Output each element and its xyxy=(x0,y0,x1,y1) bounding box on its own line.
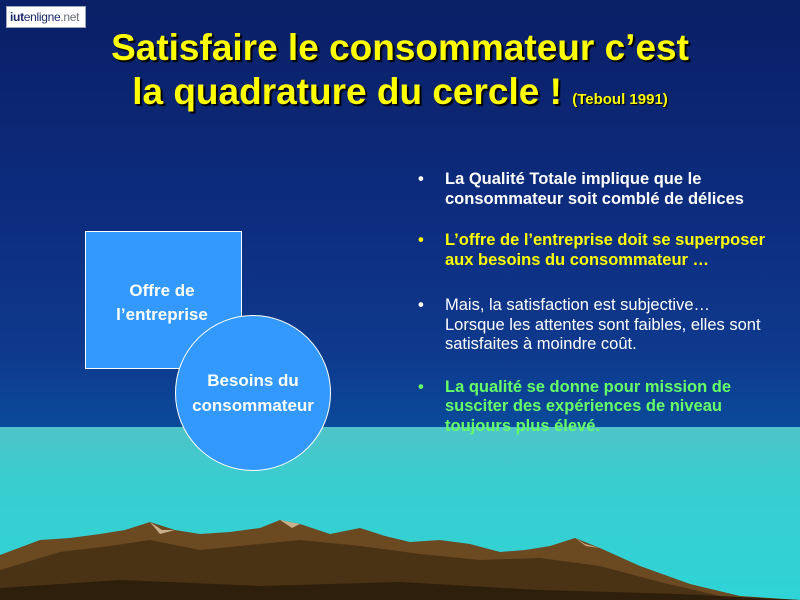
needs-label-line-2: consommateur xyxy=(192,396,314,415)
bullet-dot-icon: • xyxy=(418,231,424,249)
bullet-item xyxy=(418,378,768,437)
offer-label-line-2: l’entreprise xyxy=(116,305,208,324)
title-line-2 xyxy=(30,70,770,122)
bullet-text: Mais, la satisfaction est subjective… Lorsque les attentes sont faibles, elles sont satisfaites à moindre coût. xyxy=(445,296,761,353)
title-line-1: Satisfaire le consommateur c’est xyxy=(111,27,689,68)
offer-label-line-1: Offre de xyxy=(129,281,195,300)
bullet-text: La qualité se donne pour mission de susciter des expériences de niveau toujours plus élevé. xyxy=(445,377,732,435)
needs-label-line-1: Besoins du xyxy=(207,371,299,390)
iutenligne-logo: iutenligne.net xyxy=(6,6,86,28)
slide-title xyxy=(30,26,770,122)
bullet-dot-icon: • xyxy=(418,377,424,396)
bullet-text: La Qualité Totale implique que le consommateur soit comblé de délices xyxy=(445,170,744,208)
offer-square-label xyxy=(85,279,239,327)
bullet-item xyxy=(418,231,768,270)
bullet-item xyxy=(418,170,768,209)
mountains-image xyxy=(0,500,800,600)
bullet-dot-icon: • xyxy=(418,296,424,314)
title-reference: (Teboul 1991) xyxy=(572,91,668,108)
bullet-item xyxy=(418,296,768,355)
needs-circle-label xyxy=(175,368,331,418)
bullet-text: L’offre de l’entreprise doit se superposer aux besoins du consommateur … xyxy=(445,231,766,269)
bullet-list xyxy=(418,170,768,436)
title-line-2-text: la quadrature du cercle ! xyxy=(132,71,562,112)
bullet-dot-icon: • xyxy=(418,170,424,188)
